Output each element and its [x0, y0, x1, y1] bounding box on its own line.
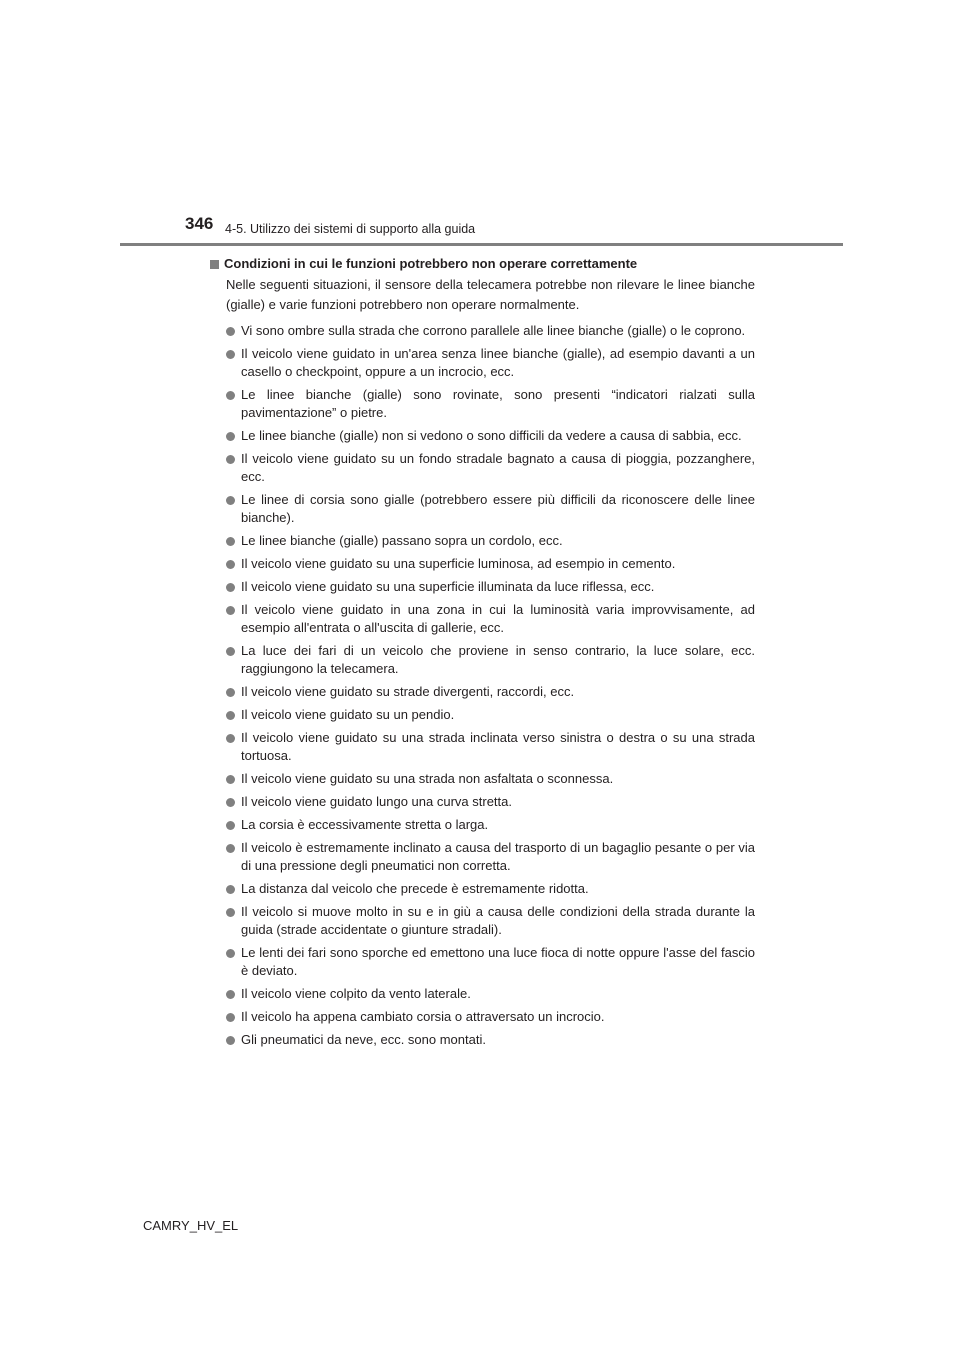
circle-bullet-icon [226, 711, 235, 720]
list-item-text: Il veicolo si muove molto in su e in giù a causa delle condizioni della strada durante la guida (strade accidentate o giunture stradali). [241, 904, 755, 937]
circle-bullet-icon [226, 908, 235, 917]
list-item [226, 944, 755, 980]
list-item-text: Il veicolo viene guidato su un pendio. [241, 707, 455, 722]
circle-bullet-icon [226, 560, 235, 569]
list-item-text: Il veicolo viene guidato in una zona in cui la luminosità varia improvvisamente, ad esempio all'entrata o all'uscita di gallerie, ecc. [241, 602, 755, 635]
list-item-text: Le linee bianche (gialle) non si vedono o sono difficili da vedere a causa di sabbia, ecc. [241, 428, 742, 443]
list-item-text: Il veicolo viene guidato in un'area senza linee bianche (gialle), ad esempio davanti a un casello o checkpoint, oppure a un incrocio, ecc. [241, 346, 755, 379]
model-code: CAMRY_HV_EL [143, 1218, 239, 1233]
list-item-text: Il veicolo viene guidato su una superficie luminosa, ad esempio in cemento. [241, 556, 676, 571]
list-item-text: Il veicolo viene guidato su strade divergenti, raccordi, ecc. [241, 684, 575, 699]
circle-bullet-icon [226, 647, 235, 656]
list-item [226, 322, 755, 340]
section-heading [210, 255, 755, 273]
list-item [226, 601, 755, 637]
circle-bullet-icon [226, 1036, 235, 1045]
list-item [226, 985, 755, 1003]
list-item-text: Il veicolo ha appena cambiato corsia o attraversato un incrocio. [241, 1009, 605, 1024]
circle-bullet-icon [226, 537, 235, 546]
section-heading-text: Condizioni in cui le funzioni potrebbero non operare correttamente [224, 256, 638, 271]
header-divider [120, 243, 843, 246]
list-item [226, 1008, 755, 1026]
circle-bullet-icon [226, 496, 235, 505]
list-item-text: Gli pneumatici da neve, ecc. sono montati. [241, 1032, 486, 1047]
list-item-text: Il veicolo è estremamente inclinato a causa del trasporto di un bagaglio pesante o per via di una pressione degli pneumatici non corretta. [241, 840, 755, 873]
circle-bullet-icon [226, 432, 235, 441]
list-item-text: La distanza dal veicolo che precede è estremamente ridotta. [241, 881, 589, 896]
list-item [226, 880, 755, 898]
list-item [226, 427, 755, 445]
list-item [226, 903, 755, 939]
circle-bullet-icon [226, 606, 235, 615]
circle-bullet-icon [226, 350, 235, 359]
circle-bullet-icon [226, 688, 235, 697]
list-item-text: La luce dei fari di un veicolo che proviene in senso contrario, la luce solare, ecc. raggiungono la telecamera. [241, 643, 755, 676]
circle-bullet-icon [226, 775, 235, 784]
list-item [226, 555, 755, 573]
circle-bullet-icon [226, 949, 235, 958]
list-item [226, 578, 755, 596]
chapter-title: 4-5. Utilizzo dei sistemi di supporto alla guida [225, 222, 476, 236]
list-item [226, 532, 755, 550]
conditions-section [210, 255, 755, 1054]
list-item-text: Il veicolo viene guidato su una superficie illuminata da luce riflessa, ecc. [241, 579, 655, 594]
circle-bullet-icon [226, 885, 235, 894]
list-item [226, 642, 755, 678]
circle-bullet-icon [226, 1013, 235, 1022]
list-item-text: Il veicolo viene guidato su una strada non asfaltata o sconnessa. [241, 771, 614, 786]
list-item-text: Vi sono ombre sulla strada che corrono parallele alle linee bianche (gialle) o le coprono. [241, 323, 746, 338]
list-item [226, 386, 755, 422]
list-item-text: Le linee bianche (gialle) sono rovinate, sono presenti “indicatori rialzati sulla pavimentazione” o pietre. [241, 387, 755, 420]
list-item [226, 1031, 755, 1049]
circle-bullet-icon [226, 844, 235, 853]
circle-bullet-icon [226, 798, 235, 807]
list-item [226, 816, 755, 834]
list-item [226, 706, 755, 724]
square-bullet-icon [210, 260, 219, 269]
list-item-text: La corsia è eccessivamente stretta o larga. [241, 817, 489, 832]
list-item [226, 491, 755, 527]
list-item-text: Il veicolo viene colpito da vento laterale. [241, 986, 471, 1001]
circle-bullet-icon [226, 821, 235, 830]
list-item [226, 450, 755, 486]
section-intro: Nelle seguenti situazioni, il sensore della telecamera potrebbe non rilevare le linee bianche (gialle) e varie funzioni potrebbero non operare normalmente. [226, 277, 755, 312]
list-item-text: Le linee bianche (gialle) passano sopra un cordolo, ecc. [241, 533, 563, 548]
list-item [226, 770, 755, 788]
list-item [226, 683, 755, 701]
list-item-text: Il veicolo viene guidato su una strada inclinata verso sinistra o destra o su una strada tortuosa. [241, 730, 755, 763]
circle-bullet-icon [226, 583, 235, 592]
circle-bullet-icon [226, 455, 235, 464]
circle-bullet-icon [226, 327, 235, 336]
list-item [226, 839, 755, 875]
list-item-text: Il veicolo viene guidato lungo una curva stretta. [241, 794, 513, 809]
list-item-text: Le linee di corsia sono gialle (potrebbero essere più difficili da riconoscere delle linee bianche). [241, 492, 755, 525]
list-item-text: Le lenti dei fari sono sporche ed emettono una luce fioca di notte oppure l'asse del fascio è deviato. [241, 945, 755, 978]
circle-bullet-icon [226, 990, 235, 999]
circle-bullet-icon [226, 391, 235, 400]
list-item [226, 729, 755, 765]
page-number: 346 [185, 214, 214, 233]
conditions-list [210, 322, 755, 1049]
circle-bullet-icon [226, 734, 235, 743]
list-item-text: Il veicolo viene guidato su un fondo stradale bagnato a causa di pioggia, pozzanghere, ecc. [241, 451, 755, 484]
list-item [226, 793, 755, 811]
list-item [226, 345, 755, 381]
